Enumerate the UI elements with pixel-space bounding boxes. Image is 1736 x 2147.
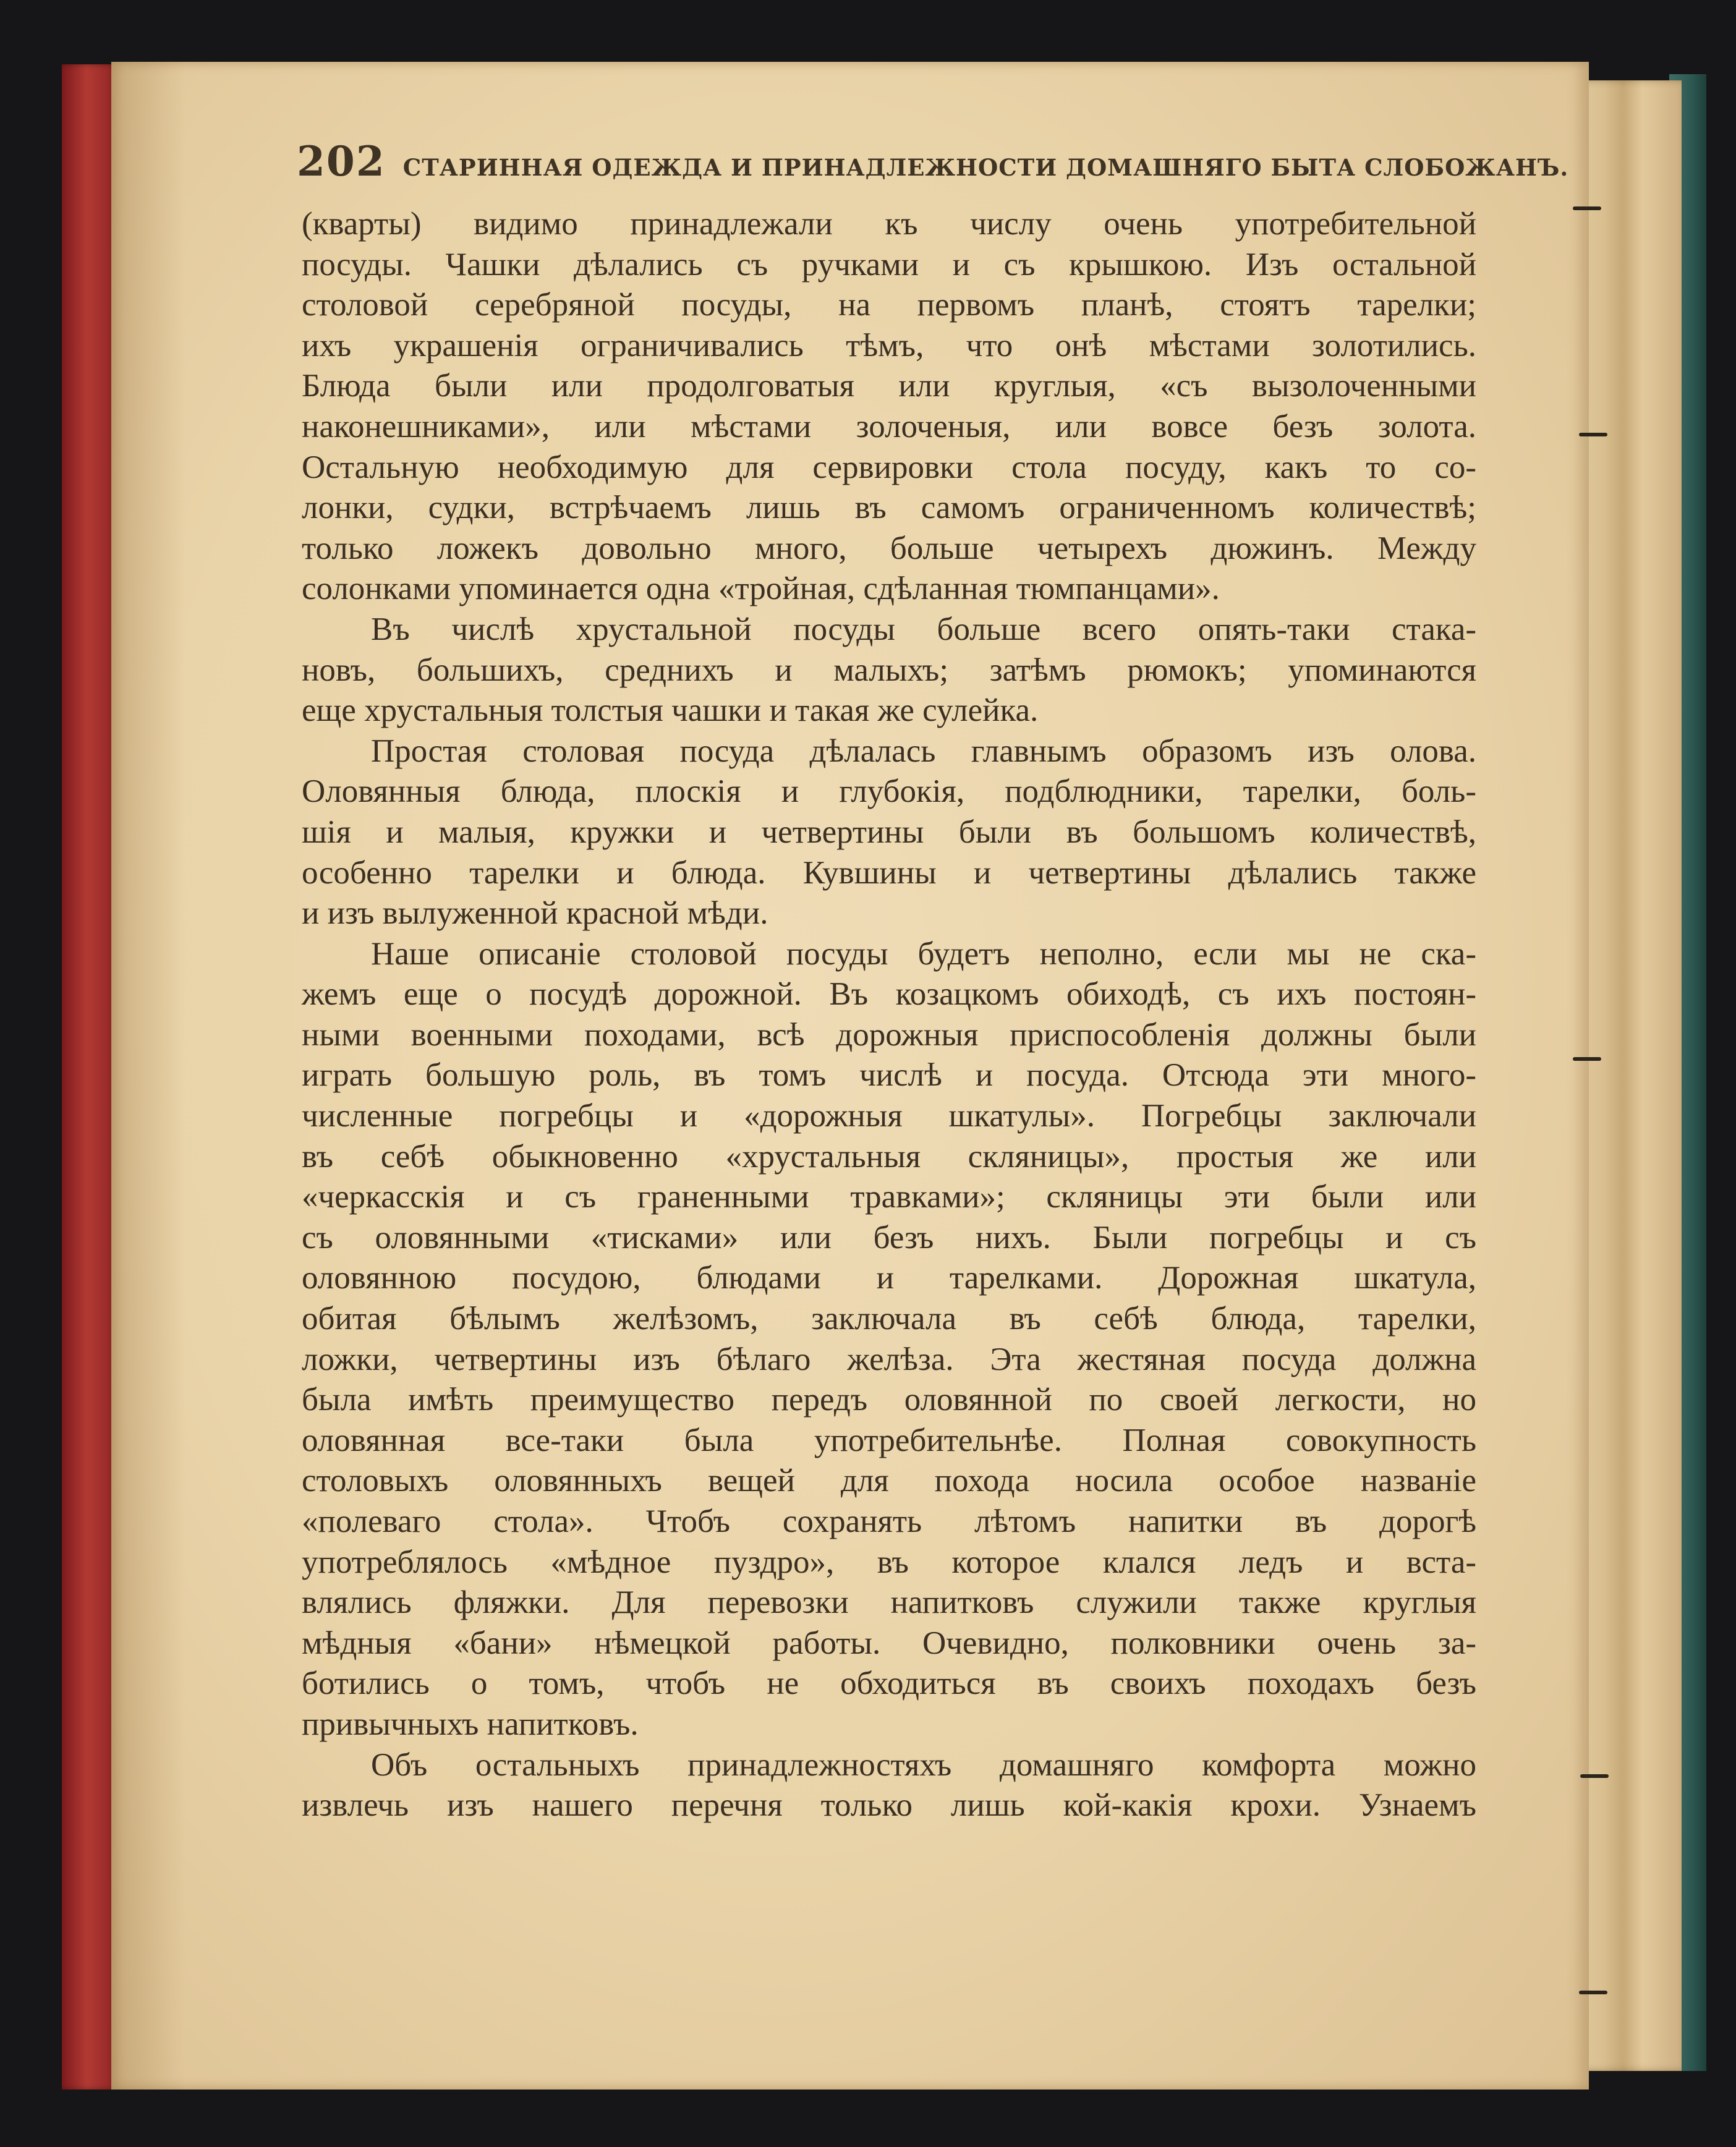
text-line: привычныхъ напитковъ. [302,1706,639,1742]
text-line: Блюда были или продолговатыя или круглыя, «съ вызолоченными [302,368,1476,404]
page-marker [1580,1774,1609,1778]
text-line: Въ числѣ хрустальной посуды больше всего опять-таки стака- [371,611,1476,647]
text-line: столовыхъ оловянныхъ вещей для похода носила особое названіе [302,1463,1476,1499]
text-line: была имѣть преимущество передъ оловянной по своей легкости, но [302,1382,1476,1418]
text-line: и изъ вылуженной красной мѣди. [302,895,768,932]
text-line: Наше описаніе столовой посуды будетъ неполно, если мы не ска- [371,935,1476,972]
page-marker [1579,433,1607,436]
text-line: Объ остальныхъ принадлежностяхъ домашняго комфорта можно [371,1746,1476,1783]
text-line: ихъ украшенія ограничивались тѣмъ, что онѣ мѣстами золотились. [302,327,1476,364]
text-line: ботились о томъ, чтобъ не обходиться въ своихъ походахъ безъ [302,1665,1476,1702]
text-line: обитая бѣлымъ желѣзомъ, заключала въ себѣ блюда, тарелки, [302,1301,1476,1337]
text-line: жемъ еще о посудѣ дорожной. Въ козацкомъ обиходѣ, съ ихъ постоян- [302,976,1476,1013]
text-line: посуды. Чашки дѣлались съ ручками и съ крышкою. Изъ остальной [302,246,1476,283]
text-line: играть большую роль, въ томъ числѣ и посуда. Отсюда эти много- [302,1057,1476,1094]
text-line: влялись фляжки. Для перевозки напитковъ служили также круглыя [302,1584,1476,1621]
text-line: наконешниками», или мѣстами золоченыя, или вовсе безъ золота. [302,408,1476,444]
text-line: Остальную необходимую для сервировки стола посуду, какъ то со- [302,449,1476,485]
text-line: лонки, судки, встрѣчаемъ лишь въ самомъ ограниченномъ количествѣ; [302,490,1476,526]
text-line: еще хрустальныя толстыя чашки и такая же сулейка. [302,692,1039,729]
text-line: солонками упоминается одна «тройная, сдѣланная тюмпанцами». [302,571,1220,607]
text-line: (кварты) видимо принадлежали къ числу очень употребительной [302,206,1476,242]
page-marker [1573,1057,1601,1061]
running-header [297,137,1569,193]
text-line: въ себѣ обыкновенно «хрустальныя скляницы», простыя же или [302,1138,1476,1175]
text-line: только ложекъ довольно много, больше четырехъ дюжинъ. Между [302,530,1476,566]
text-line: извлечь изъ нашего перечня только лишь кой-какія крохи. Узнаемъ [302,1787,1476,1824]
text-line: оловянною посудою, блюдами и тарелками. Дорожная шкатула, [302,1260,1476,1296]
text-line: мѣдныя «бани» нѣмецкой работы. Очевидно, полковники очень за- [302,1625,1476,1661]
text-line: Оловянныя блюда, плоскія и глубокія, подблюдники, тарелки, боль- [302,773,1476,810]
text-line: «черкасскія и съ граненными травками»; скляницы эти были или [302,1179,1476,1215]
page-number: 202 [297,137,386,185]
page-marker [1573,206,1601,210]
text-line: столовой серебряной посуды, на первомъ планѣ, стоятъ тарелки; [302,287,1476,323]
text-line: шія и малыя, кружки и четвертины были въ большомъ количествѣ, [302,814,1476,850]
text-line: съ оловянными «тисками» или безъ нихъ. Были погребцы и съ [302,1219,1476,1256]
text-line: употреблялось «мѣдное пуздро», въ которое клался ледъ и вста- [302,1544,1476,1580]
text-line: «полеваго стола». Чтобъ сохранять лѣтомъ напитки въ дорогѣ [302,1503,1476,1539]
text-line: численные погребцы и «дорожныя шкатулы». Погребцы заключали [302,1098,1476,1134]
page-marker [1579,1991,1607,1994]
text-line: оловянная все-таки была употребительнѣе. Полная совокупность [302,1422,1476,1458]
running-title: СТАРИННАЯ ОДЕЖДА И ПРИНАДЛЕЖНОСТИ ДОМАШНЯГО БЫТА СЛОБОЖАНЪ. [402,154,1569,181]
body-text [302,204,1476,1826]
text-line: особенно тарелки и блюда. Кувшины и четвертины дѣлались также [302,854,1476,891]
text-line: ными военными походами, всѣ дорожныя приспособленія должны были [302,1016,1476,1053]
text-line: новъ, большихъ, среднихъ и малыхъ; затѣмъ рюмокъ; упоминаются [302,652,1476,688]
text-line: ложки, четвертины изъ бѣлаго желѣза. Эта жестяная посуда должна [302,1341,1476,1377]
text-line: Простая столовая посуда дѣлалась главнымъ образомъ изъ олова. [371,733,1476,769]
book-cover-spine [62,64,117,2090]
